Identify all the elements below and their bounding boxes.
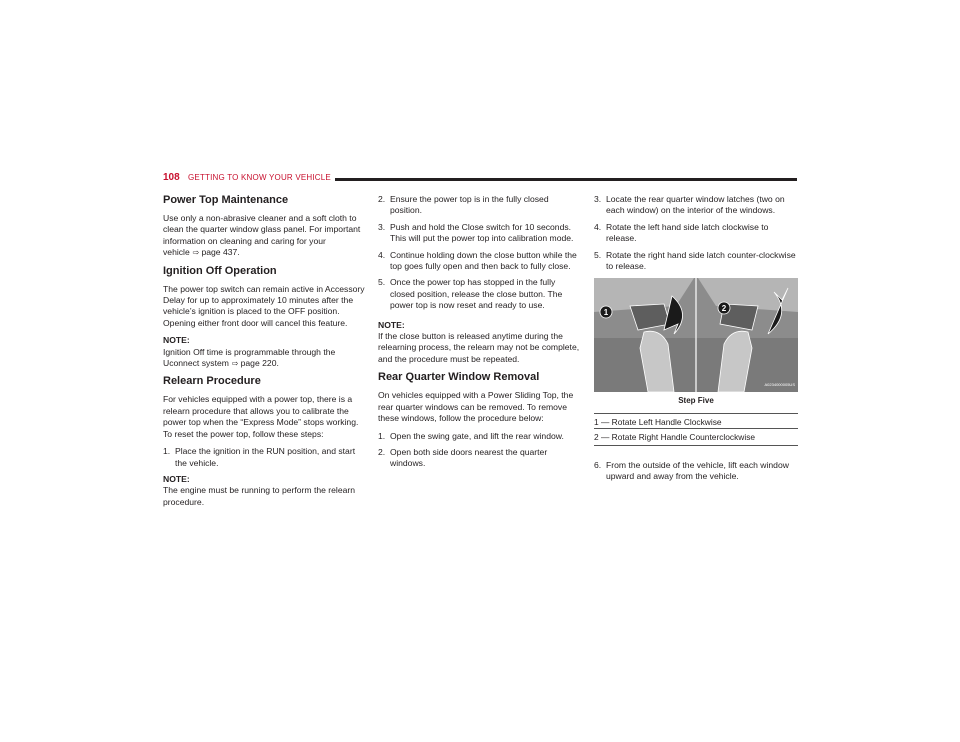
removal-steps-final [594,460,798,483]
paragraph-relearn: For vehicles equipped with a power top, there is a relearn procedure that allows you to calibrate the power top when the “Express Mode” stops working. To reset the power top, follow these steps: [163,394,359,439]
figure-legend [594,413,798,446]
figure-caption: Step Five [678,396,714,406]
page-number: 108 [163,172,180,183]
figure-code: A0234000005US [764,382,795,388]
legend-row: 2 — Rotate Right Handle Counterclockwise [594,428,798,446]
note-text: Ignition Off time is programmable through the Uconnect system ⇨ page 220. [163,346,336,369]
paragraph-rear-quarter: On vehicles equipped with a Power Sliding Top, the rear quarter windows can be removed. To remove these windows, follow the procedure below: [378,390,574,424]
heading-relearn-procedure: Relearn Procedure [163,375,261,388]
list-item: 2. Ensure the power top is in the fully closed position. [378,194,549,216]
note-label: NOTE: [378,319,405,330]
note-text: If the close button is released anytime during the relearning process, the relearn may not be complete, and the procedure must be repeated. [378,331,580,364]
removal-steps-continued [594,194,798,272]
step-five-illustration [594,278,798,392]
heading-power-top-maintenance: Power Top Maintenance [163,194,289,206]
column-2 [378,194,582,475]
note-text: The engine must be running to perform the relearn procedure. [163,485,356,507]
relearn-steps-continued [378,194,582,312]
callout-1: 1 [603,308,609,318]
note-label: NOTE: [163,335,190,346]
list-item: 3. Locate the rear quarter window latches (two on each window) on the interior of the windows. [594,194,785,216]
column-3 [594,194,798,488]
section-title: GETTING TO KNOW YOUR VEHICLE [188,173,331,182]
list-item: 3. Push and hold the Close switch for 10 seconds. This will put the power top into calibration mode. [378,221,574,244]
list-item: 1. Open the swing gate, and lift the rear window. [378,430,564,441]
list-item: 2. Open both side doors nearest the quarter windows. [378,446,548,469]
page-reference-link[interactable]: page 437. [201,247,240,258]
list-item: 4. Rotate the left hand side latch clockwise to release. [594,221,769,244]
paragraph-maintenance: Use only a non-abrasive cleaner and a soft cloth to clean the quarter window glass panel. For important information on cleaning and caring for your vehicle ⇨ page 437. [163,213,361,258]
list-item: 5. Rotate the right hand side latch counter-clockwise to release. [594,249,796,272]
column-1 [163,194,367,514]
note-label: NOTE: [163,473,190,484]
page-reference-link[interactable]: page 220. [240,358,279,369]
legend-row: 1 — Rotate Left Handle Clockwise [594,413,798,428]
removal-steps [378,431,582,470]
list-item: 5. Once the power top has stopped in the fully closed position, release the close button. The power top is now reset and ready to use. [378,277,563,311]
heading-ignition-off-operation: Ignition Off Operation [163,264,277,277]
list-item: 4. Continue holding down the close button while the top goes fully open and then back to fully close. [378,249,577,272]
page-reference-icon: ⇨ [231,359,239,369]
list-item: 6. From the outside of the vehicle, lift each window upward and away from the vehicle. [594,459,789,482]
page-header [163,172,797,186]
latch-illustration [594,278,798,392]
paragraph-ignition: The power top switch can remain active in Accessory Delay for up to approximately 10 minutes after the vehicle’s ignition is placed to the OFF position. Opening either front door will cancel this feature. [163,283,365,328]
list-item: 1. Place the ignition in the RUN position, and start the vehicle. [163,446,356,468]
relearn-steps [163,446,367,469]
header-rule [335,178,797,181]
page-reference-icon: ⇨ [192,248,200,258]
heading-rear-quarter-window-removal: Rear Quarter Window Removal [378,371,540,384]
callout-2: 2 [721,304,727,314]
